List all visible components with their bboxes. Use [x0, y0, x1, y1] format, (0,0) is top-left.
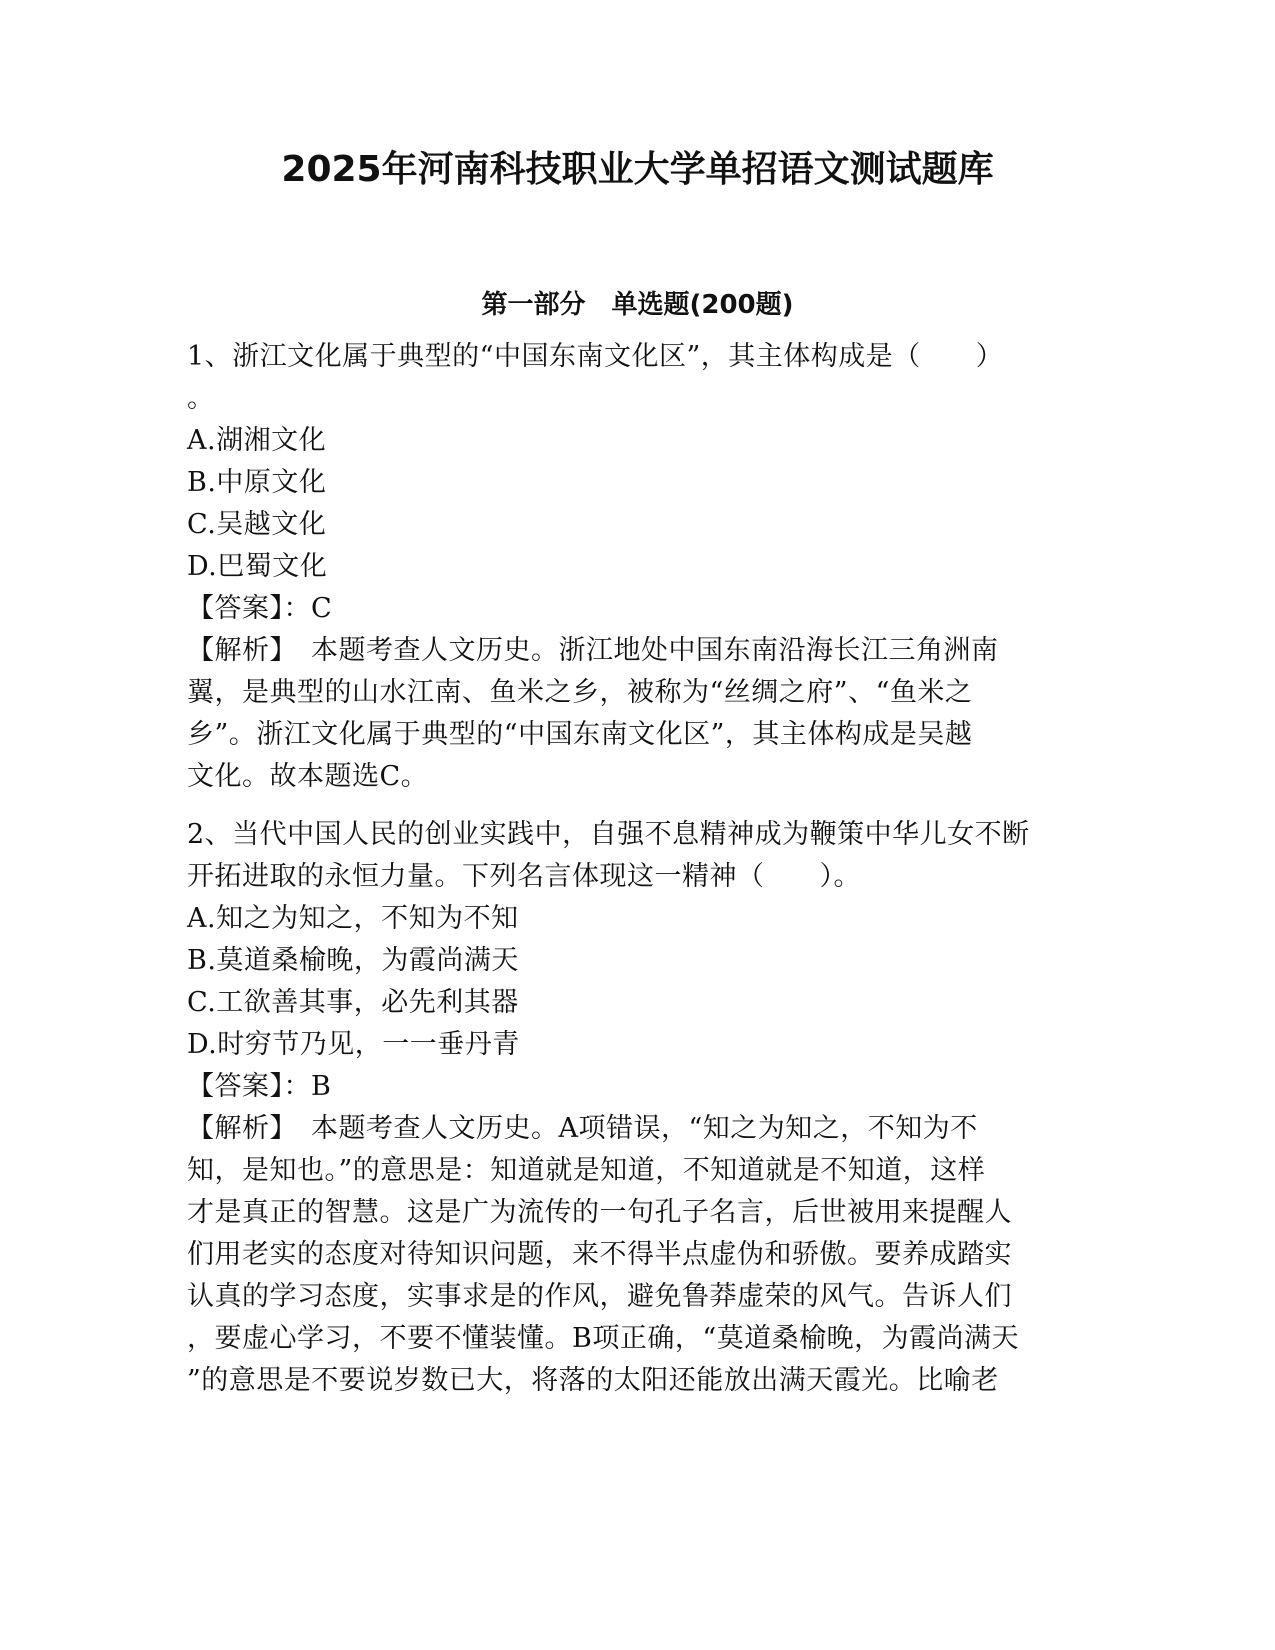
question-2-analysis-line: 【解析】 本题考查人文历史。A项错误，“知之为知之，不知为不	[187, 1113, 978, 1144]
question-1-analysis-line: 文化。故本题选C。	[187, 761, 429, 792]
question-2-option-a: A.知之为知之，不知为不知	[187, 903, 519, 934]
question-2-analysis-line: ，要虚心学习，不要不懂装懂。B项正确，“莫道桑榆晚，为霞尚满天	[187, 1323, 1020, 1354]
question-1-option-d: D.巴蜀文化	[187, 551, 328, 582]
question-1-option-c: C.吴越文化	[187, 509, 327, 540]
question-1-analysis-line: 翼，是典型的山水江南、鱼米之乡，被称为“丝绸之府”、“鱼米之	[187, 677, 973, 708]
question-2-analysis-line: 们用老实的态度对待知识问题，来不得半点虚伪和骄傲。要养成踏实	[187, 1239, 1012, 1270]
question-1-answer: 【答案】：C	[187, 593, 333, 624]
question-2-stem-continued: 开拓进取的永恒力量。下列名言体现这一精神（ ）。	[187, 861, 861, 892]
question-2-option-b: B.莫道桑榆晚，为霞尚满天	[187, 945, 519, 976]
question-2-option-c: C.工欲善其事，必先利其器	[187, 987, 519, 1018]
section-heading: 第一部分 单选题(200题)	[481, 290, 794, 320]
question-1-option-a: A.湖湘文化	[187, 425, 327, 456]
question-1-stem-continued: 。	[187, 383, 215, 414]
question-1-analysis-line: 乡”。浙江文化属于典型的“中国东南文化区”，其主体构成是吴越	[187, 719, 973, 750]
question-1-analysis-line: 【解析】 本题考查人文历史。浙江地处中国东南沿海长江三角洲南	[187, 635, 999, 666]
question-1-stem: 1、浙江文化属于典型的“中国东南文化区”，其主体构成是（ ）	[187, 341, 1004, 372]
question-2-analysis-line: 认真的学习态度，实事求是的作风，避免鲁莽虚荣的风气。告诉人们	[187, 1281, 1012, 1312]
question-1-option-b: B.中原文化	[187, 467, 327, 498]
question-2-analysis-line: ”的意思是不要说岁数已大，将落的太阳还能放出满天霞光。比喻老	[187, 1365, 999, 1396]
document-title: 2025年河南科技职业大学单招语文测试题库	[281, 149, 994, 190]
question-2-option-d: D.时穷节乃见，一一垂丹青	[187, 1029, 520, 1060]
question-2-stem: 2、当代中国人民的创业实践中，自强不息精神成为鞭策中华儿女不断	[187, 819, 1030, 850]
question-2-answer: 【答案】：B	[187, 1071, 332, 1102]
question-2-analysis-line: 才是真正的智慧。这是广为流传的一句孔子名言，后世被用来提醒人	[187, 1197, 1012, 1228]
question-2-analysis-line: 知，是知也。”的意思是：知道就是知道，不知道就是不知道，这样	[187, 1155, 986, 1186]
